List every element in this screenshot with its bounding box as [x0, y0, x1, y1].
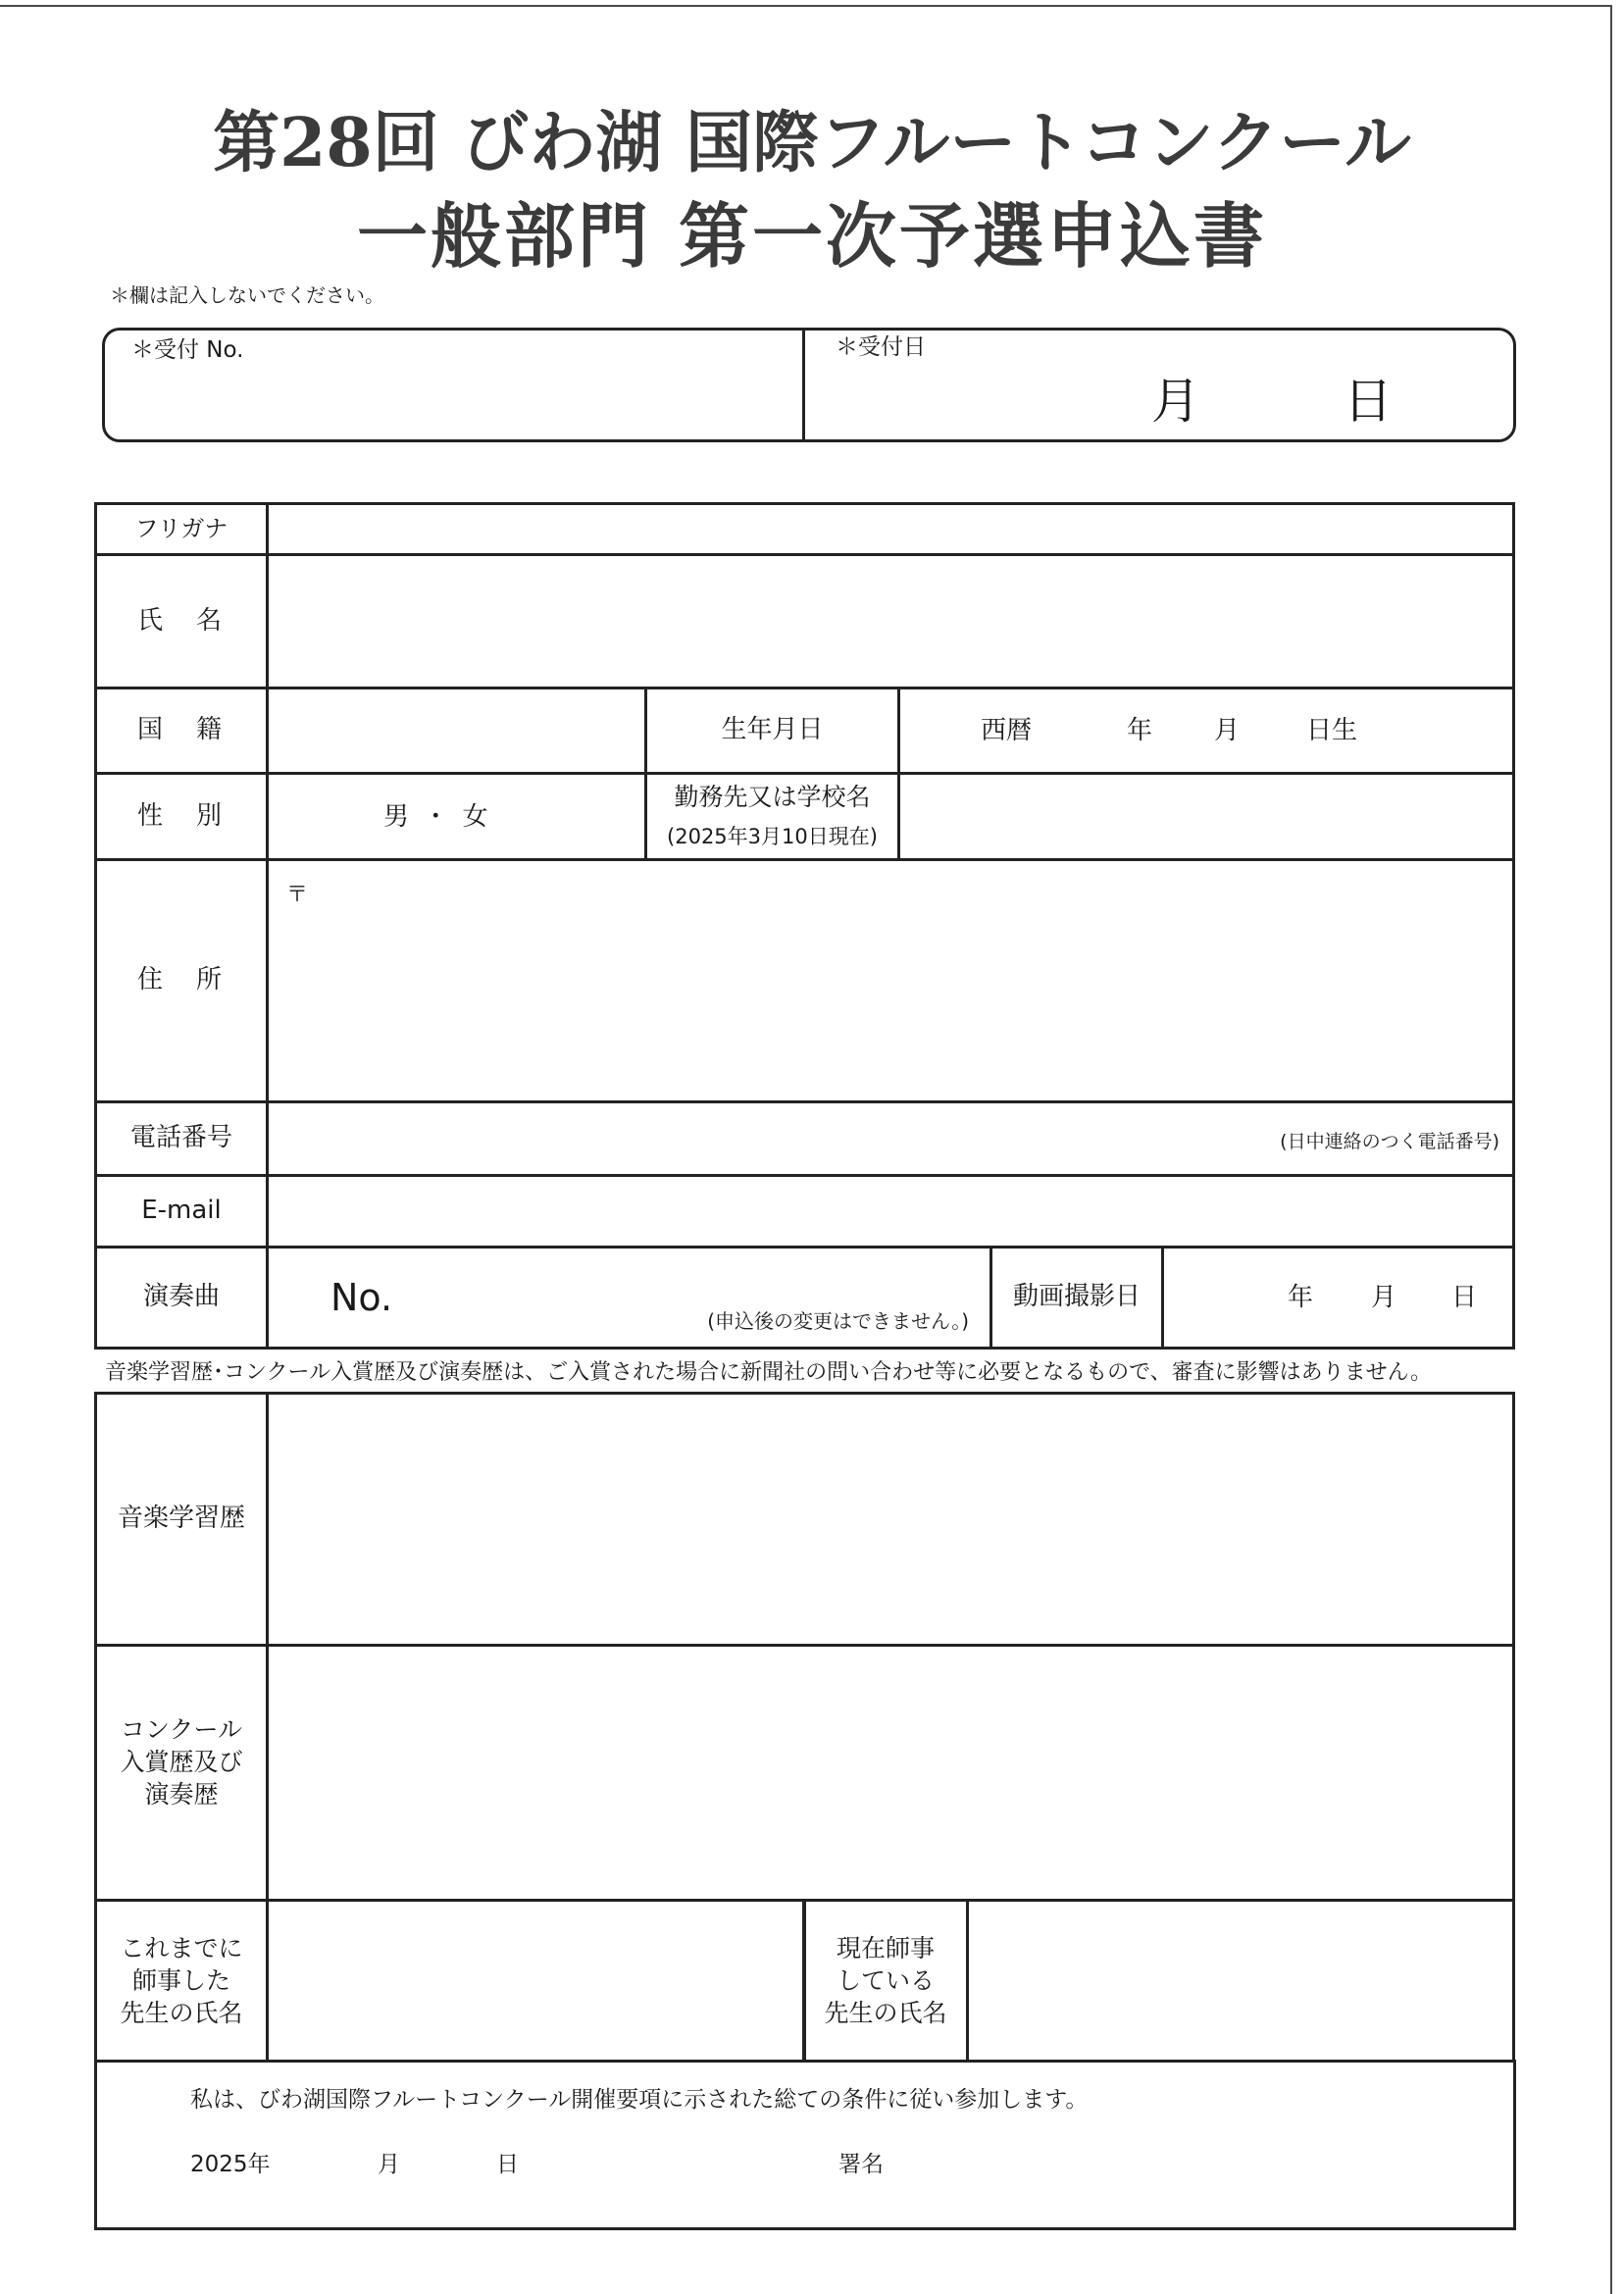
current-teacher-label-line: 先生の氏名: [824, 1999, 947, 2027]
birthdate-field: [897, 687, 1515, 775]
declaration-cell: [94, 2060, 1516, 2230]
gender-label-cell: [94, 772, 269, 861]
history-note: 音楽学習歴･コンクール入賞歴及び演奏歴は、ご入賞された場合に新聞社の問い合わせ等に必要となるもので、審査に影響はありません。: [105, 1360, 1433, 1385]
past-teachers-label-line: 師事した: [131, 1966, 230, 1995]
current-teacher-label-cell: [802, 1899, 969, 2063]
birthdate-label: 生年月日: [721, 715, 824, 745]
past-teachers-field: [266, 1899, 806, 2063]
birthdate-month-label: 月: [1214, 716, 1241, 745]
name-label-cell: [94, 553, 269, 689]
gender-label: 性 別: [136, 800, 226, 831]
declaration-year: 2025年: [190, 2152, 271, 2177]
page-edge-right: [1610, 5, 1612, 2294]
piece-change-note: (申込後の変更はできません。): [707, 1309, 969, 1333]
reception-divider: [802, 331, 805, 439]
music-study-label-cell: [94, 1392, 269, 1647]
current-teacher-label-line: している: [836, 1966, 935, 1995]
competition-label: [120, 1713, 242, 1810]
reception-box: [102, 328, 1516, 442]
past-teachers-label: [120, 1932, 242, 2029]
video-date-label-cell: [990, 1246, 1164, 1350]
workplace-label-cell: [644, 772, 900, 861]
furigana-label-cell: [94, 502, 269, 556]
music-study-field: [266, 1392, 1515, 1647]
form-title: 第28回 びわ湖 国際フルートコンクール: [213, 104, 1411, 182]
competition-label-line: 演奏歴: [144, 1780, 219, 1809]
declaration-text: 私は、びわ湖国際フルートコンクール開催要項に示された総ての条件に従い参加します。: [190, 2087, 1089, 2113]
piece-number-prefix: No.: [330, 1276, 393, 1319]
phone-label: 電話番号: [129, 1123, 232, 1153]
furigana-field: [266, 502, 1515, 556]
past-teachers-label-line: 先生の氏名: [120, 1999, 243, 2027]
reception-day-label: 日: [1344, 373, 1393, 430]
name-field: [266, 553, 1515, 689]
workplace-label-stack: [667, 778, 878, 856]
phone-field: [266, 1100, 1515, 1177]
workplace-field: [897, 772, 1515, 861]
birthdate-year-label: 年: [1127, 716, 1153, 745]
competition-label-cell: [94, 1644, 269, 1902]
reception-date-label: ＊受付日: [836, 334, 926, 360]
workplace-date-note: (2025年3月10日現在): [667, 824, 878, 848]
nationality-label-cell: [94, 687, 269, 775]
nationality-label: 国 籍: [136, 715, 226, 745]
birthdate-label-cell: [644, 687, 900, 775]
past-teachers-label-line: これまでに: [120, 1934, 243, 1963]
current-teacher-label-line: 現在師事: [836, 1934, 935, 1963]
reception-number-label: ＊受付 No.: [131, 337, 244, 363]
piece-label-cell: [94, 1246, 269, 1350]
birthdate-day-label: 日生: [1306, 716, 1358, 745]
phone-label-cell: [94, 1100, 269, 1177]
signature-label: 署名: [838, 2152, 884, 2177]
phone-note: (日中連絡のつく電話番号): [1280, 1131, 1499, 1152]
postal-mark: 〒: [286, 883, 309, 907]
nationality-field: [266, 687, 647, 775]
form-subtitle: 一般部門 第一次予選申込書: [356, 194, 1268, 278]
address-label: 住 所: [136, 965, 226, 995]
video-date-field: [1161, 1246, 1515, 1350]
birthdate-era-label: 西暦: [981, 716, 1033, 745]
video-year-label: 年: [1288, 1283, 1314, 1312]
declaration-day: 日: [496, 2152, 519, 2177]
current-teacher-label: [824, 1932, 946, 2029]
gender-options: 男 ・ 女: [383, 801, 491, 832]
gender-field: [266, 772, 647, 861]
declaration-month: 月: [378, 2152, 400, 2177]
video-day-label: 日: [1451, 1283, 1478, 1312]
email-label-cell: [94, 1174, 269, 1249]
music-study-label: 音楽学習歴: [117, 1504, 245, 1534]
video-date-label: 動画撮影日: [1012, 1282, 1141, 1312]
past-teachers-label-cell: [94, 1899, 269, 2063]
competition-label-line: コンクール: [120, 1715, 242, 1744]
page-edge-top: [0, 5, 1612, 7]
workplace-label: 勤務先又は学校名: [674, 782, 871, 811]
piece-field: [266, 1246, 992, 1350]
current-teacher-field: [966, 1899, 1515, 2063]
video-month-label: 月: [1371, 1283, 1397, 1312]
name-label: 氏 名: [136, 605, 226, 636]
address-label-cell: [94, 858, 269, 1103]
piece-label: 演奏曲: [142, 1282, 220, 1312]
address-field: [266, 858, 1515, 1103]
reception-month-label: 月: [1151, 373, 1200, 430]
furigana-label: フリガナ: [134, 515, 228, 543]
email-field: [266, 1174, 1515, 1249]
office-use-note: ＊欄は記入しないでください。: [110, 283, 384, 307]
email-label: E-mail: [141, 1196, 222, 1226]
competition-label-line: 入賞歴及び: [120, 1748, 243, 1776]
competition-field: [266, 1644, 1515, 1902]
